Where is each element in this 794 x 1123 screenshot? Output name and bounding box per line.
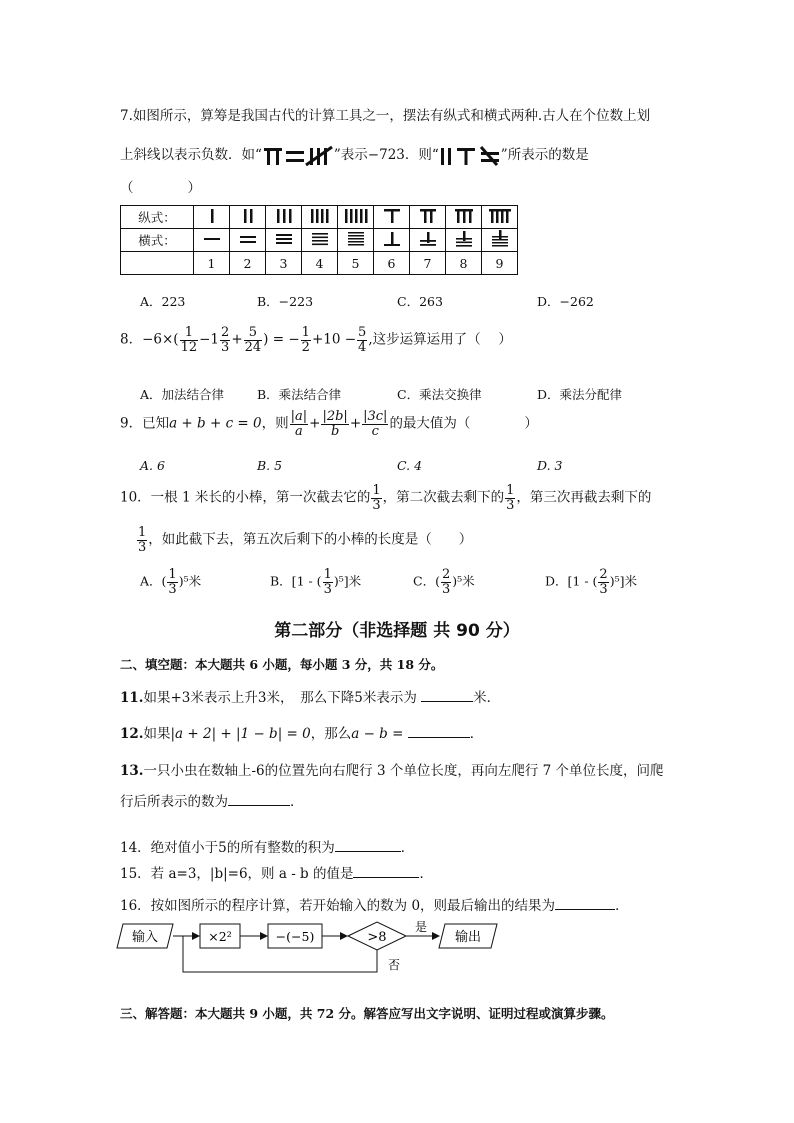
option-text: )⁵米: [452, 573, 475, 589]
table-row-numbers: [121, 252, 518, 275]
denominator: c: [371, 423, 379, 439]
q16-end: ．: [615, 898, 629, 914]
rod-horizontal-4-icon: [305, 230, 335, 248]
number-cell: 1: [194, 252, 230, 275]
denominator: 3: [506, 497, 515, 513]
program-flowchart: [115, 918, 505, 978]
fraction: [598, 568, 608, 596]
q12-answer-blank[interactable]: [408, 737, 470, 738]
option-text: C．(: [413, 573, 440, 589]
q10-option-c[interactable]: [413, 568, 475, 596]
q9-prefix: 9．已知: [120, 415, 170, 432]
numerator: 1: [506, 483, 515, 498]
fraction: [220, 326, 230, 354]
rod-horizontal-1-icon: [197, 230, 227, 248]
fraction: [167, 568, 177, 596]
rod-horizontal-9-icon: [485, 230, 515, 248]
q8-expr-d: ) = −: [263, 331, 300, 348]
q11-number: 11.: [120, 690, 144, 706]
q8-option-d[interactable]: D．乘法分配律: [537, 387, 623, 402]
option-text: )⁵]米: [333, 573, 362, 589]
q12-expression-2: a − b =: [351, 726, 404, 742]
row-label-empty: [121, 252, 194, 275]
q14-end: ．: [400, 840, 415, 856]
number-cell: 3: [266, 252, 302, 275]
denominator: 3: [221, 339, 230, 355]
fraction: [441, 568, 451, 596]
q9-suffix: 的最大值为（ ）: [389, 415, 538, 432]
q9-option-a[interactable]: A. 6: [140, 458, 165, 473]
q9-condition: a + b + c = 0: [169, 415, 262, 432]
q15-answer-blank[interactable]: [353, 877, 419, 878]
no-label: 否: [387, 958, 401, 972]
option-text: A．(: [140, 573, 167, 589]
q13-answer-blank[interactable]: [228, 805, 290, 806]
q13-end: ．: [290, 794, 304, 810]
q13-text-2: 行后所表示的数为: [120, 794, 228, 810]
denominator: 2: [301, 339, 310, 355]
numerator: 1: [180, 326, 199, 341]
denominator: 3: [599, 581, 608, 597]
rod-vertical-9-icon: [485, 207, 515, 225]
q7-option-a[interactable]: A．223: [140, 294, 186, 309]
q11-answer-blank[interactable]: [421, 701, 473, 702]
rod-vertical-4-icon: [305, 207, 335, 225]
q12-text-b: ，那么: [310, 726, 352, 742]
denominator: 4: [358, 339, 367, 355]
rod-horizontal-6-icon: [377, 230, 407, 248]
q10-text-a: 10．一根 1 米长的小棒，第一次截去它的: [120, 489, 371, 506]
fill-section-header: 二、填空题：本大题共 6 小题，每小题 3 分，共 18 分。: [120, 657, 444, 672]
q8-expr-e: +10 −: [311, 331, 357, 348]
part2-title: 第二部分（非选择题 共 90 分）: [274, 621, 520, 641]
q14-line: [120, 836, 414, 856]
numerator: |a|: [290, 409, 308, 424]
q7-option-c[interactable]: C．263: [397, 294, 443, 309]
denominator: 3: [138, 539, 147, 555]
fraction: [362, 410, 388, 438]
q13-line2: [120, 790, 304, 810]
rod-horizontal-8-icon: [449, 230, 479, 248]
q13-line1: [120, 759, 664, 779]
numerator: 1: [372, 483, 381, 498]
q12-number: 12.: [120, 726, 144, 742]
condition-label: >8: [367, 930, 387, 945]
q13-number: 13.: [120, 763, 144, 779]
q7-line2: [120, 143, 589, 167]
q8-line: [120, 326, 512, 354]
fraction: [505, 484, 515, 512]
fraction: [244, 326, 263, 354]
q8-option-c[interactable]: C．乘法交换律: [397, 387, 482, 402]
fraction: [301, 326, 311, 354]
q8-expr-c: +: [231, 331, 243, 348]
table-row-horizontal: [121, 229, 518, 252]
q7-answer-paren: （ ）: [120, 180, 201, 196]
numerator: 1: [301, 325, 310, 340]
row-label-horizontal: 横式：: [121, 229, 194, 252]
q14-text: 14．绝对值小于5的所有整数的积为: [120, 840, 335, 856]
q8-option-a[interactable]: A．加法结合律: [140, 387, 225, 402]
numerator: 1: [168, 567, 177, 582]
q12-text-a: 如果: [143, 726, 171, 742]
rod-numeral-neg723-icon: [262, 145, 334, 167]
q9-option-d[interactable]: D. 3: [537, 458, 563, 473]
number-cell: 4: [302, 252, 338, 275]
q9-option-c[interactable]: C. 4: [397, 458, 423, 473]
numerator: 5: [358, 325, 367, 340]
rod-vertical-5-icon: [341, 207, 371, 225]
input-label: 输入: [131, 930, 159, 945]
plus-sign: +: [309, 415, 321, 432]
q9-line: [120, 410, 538, 438]
q8-suffix: ,这步运算运用了（ ）: [368, 331, 512, 348]
q7-option-b[interactable]: B．−223: [257, 294, 314, 309]
numerator: 1: [323, 567, 332, 582]
q16-line: [120, 894, 629, 914]
q10-line2: [136, 526, 472, 554]
q10-text-b: ，第二次截去剩下的: [382, 489, 505, 506]
denominator: 3: [168, 581, 177, 597]
q15-text: 15．若 a=3，|b|=6，则 a - b 的值是: [120, 866, 354, 882]
option-text: )⁵]米: [609, 573, 637, 589]
numerator: 2: [599, 567, 608, 582]
numerator: |3c|: [363, 409, 388, 424]
fraction: [357, 326, 367, 354]
fraction: [290, 410, 309, 438]
denominator: 3: [372, 497, 381, 513]
rod-vertical-3-icon: [269, 207, 299, 225]
numerator: 2: [441, 567, 451, 582]
option-text: D．[1 - (: [545, 573, 598, 589]
option-text: )⁵米: [178, 573, 202, 589]
q12-expression: |a + 2| + |1 − b| = 0: [170, 726, 311, 742]
q10-option-a[interactable]: [140, 568, 201, 596]
q8-prefix: 8．: [120, 331, 143, 348]
numerator: 5: [244, 326, 263, 341]
output-label: 输出: [454, 930, 482, 945]
q15-line: [120, 862, 433, 882]
option-text: B．[1 - (: [270, 573, 322, 589]
rod-vertical-6-icon: [377, 207, 407, 225]
q9-option-b[interactable]: B. 5: [257, 458, 283, 473]
number-cell: 7: [410, 252, 446, 275]
number-cell: 5: [338, 252, 374, 275]
rod-vertical-2-icon: [233, 207, 263, 225]
number-cell: 8: [446, 252, 482, 275]
q16-answer-blank[interactable]: [555, 909, 615, 910]
rod-numeral-question-icon: [439, 145, 501, 167]
yes-label: 是: [414, 920, 428, 934]
subtract-label: −(−5): [275, 929, 315, 944]
denominator: 3: [323, 581, 332, 597]
denominator: a: [295, 423, 303, 439]
q11-text: 如果+3米表示上升3米， 那么下降5米表示为: [143, 690, 417, 706]
q7-line1: 7.如图所示，算筹是我国古代的计算工具之一，摆法有纵式和横式两种.古人在个位数上划: [120, 108, 651, 124]
numerator: 1: [138, 525, 147, 540]
q11-end: 米．: [473, 690, 501, 706]
rod-vertical-8-icon: [449, 207, 479, 225]
q10-option-b[interactable]: [270, 568, 361, 596]
denominator: b: [330, 423, 340, 439]
q7-text-b: ”表示−723．则“: [333, 147, 439, 163]
q10-line1: [120, 484, 651, 512]
denominator: 3: [441, 581, 451, 597]
fraction: [180, 326, 199, 354]
rod-horizontal-5-icon: [341, 230, 371, 248]
numerator: |2b|: [322, 409, 348, 424]
fraction: [321, 410, 348, 438]
q7-text-a: 上斜线以表示负数．如“: [120, 147, 262, 163]
q12-end: ．: [469, 726, 484, 742]
fraction: [323, 568, 333, 596]
denominator: 12: [180, 339, 198, 355]
solve-section-header: 三、解答题：本大题共 9 小题，共 72 分。解答应写出文字说明、证明过程或演算步骤。: [120, 1006, 614, 1021]
q15-end: ．: [419, 866, 433, 882]
rod-horizontal-7-icon: [413, 230, 443, 248]
number-cell: 9: [482, 252, 518, 275]
q11-line: [120, 686, 500, 706]
q12-line: [120, 722, 483, 742]
counting-rod-table: [120, 205, 518, 275]
multiply-label: ×2²: [208, 929, 232, 944]
q9-mid: ，则: [261, 415, 289, 432]
table-row-vertical: [121, 206, 518, 229]
plus-sign: +: [349, 415, 362, 432]
rod-horizontal-3-icon: [269, 230, 299, 248]
q7-text-c: ”所表示的数是: [500, 147, 589, 163]
q8-option-b[interactable]: B．乘法结合律: [257, 387, 342, 402]
q10-text-line2: ，如此截下去，第五次后剩下的小棒的长度是（ ）: [148, 531, 473, 548]
rod-horizontal-2-icon: [233, 230, 263, 248]
q8-expr-a: −6×(: [142, 331, 179, 348]
denominator: 24: [244, 339, 262, 355]
q14-answer-blank[interactable]: [335, 851, 401, 852]
number-cell: 6: [374, 252, 410, 275]
q7-option-d[interactable]: D．−262: [537, 294, 594, 309]
q16-text: 16．按如图所示的程序计算，若开始输入的数为 0，则最后输出的结果为: [120, 898, 556, 914]
rod-vertical-7-icon: [413, 207, 443, 225]
q8-expr-b: −1: [199, 331, 220, 348]
number-cell: 2: [230, 252, 266, 275]
fraction: [137, 526, 147, 554]
fraction: [371, 484, 381, 512]
q13-text-1: 一只小虫在数轴上-6的位置先向右爬行 3 个单位长度，再向左爬行 7 个单位长度，问爬: [143, 763, 664, 779]
q10-text-c: ，第三次再截去剩下的: [516, 489, 652, 506]
rod-vertical-1-icon: [197, 207, 227, 225]
numerator: 2: [221, 325, 230, 340]
row-label-vertical: 纵式：: [121, 206, 194, 229]
q10-option-d[interactable]: [545, 568, 637, 596]
